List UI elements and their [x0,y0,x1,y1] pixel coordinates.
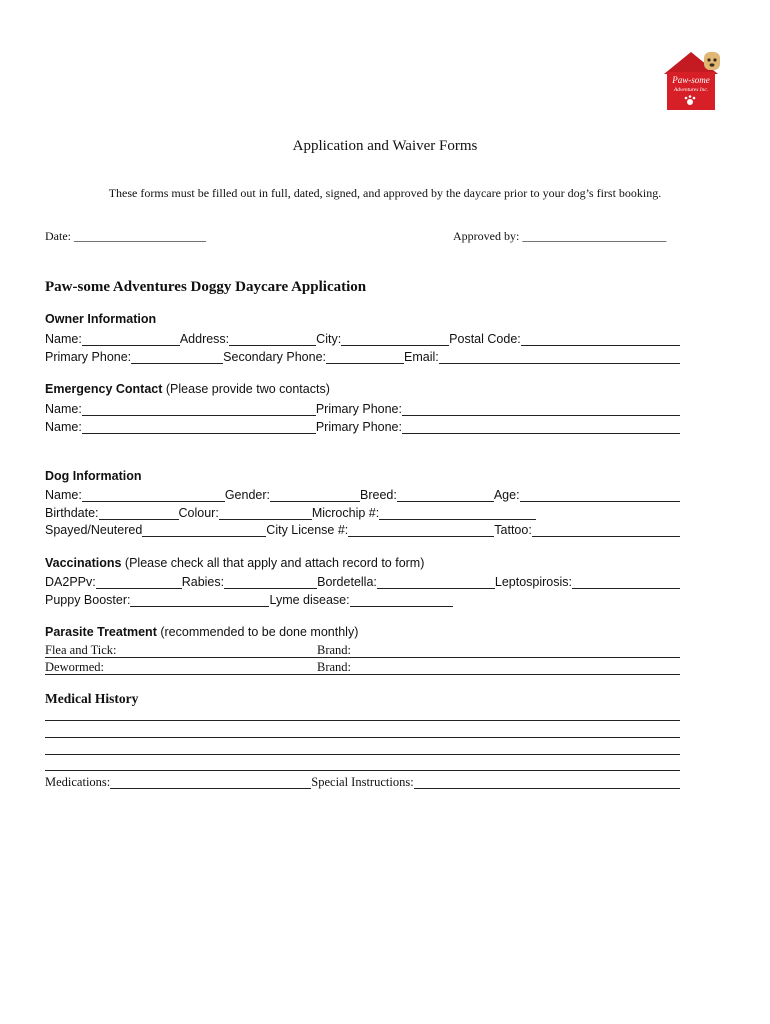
dog-row-3: Spayed/Neutered City License #: Tattoo: [45,521,680,537]
dewormed-brand-field[interactable]: Brand: [317,662,680,675]
medical-history-line-4[interactable] [45,770,680,771]
dewormed-field[interactable]: Dewormed: [45,662,317,675]
owner-city-field[interactable] [341,333,449,346]
owner-secondary-phone-field[interactable] [326,351,404,364]
special-instructions-field[interactable] [414,776,680,789]
owner-row-2: Primary Phone: Secondary Phone: Email: [45,348,680,364]
owner-row-1: Name: Address: City: Postal Code: [45,330,680,346]
medications-row: Medications: Special Instructions: [45,773,680,789]
bordetella-field[interactable] [377,576,495,589]
emergency-name-1-field[interactable] [82,403,316,416]
logo-line-2: Adventures Inc. [673,87,709,93]
dog-row-2: Birthdate: Colour: Microchip #: [45,504,680,520]
lyme-disease-field[interactable] [350,594,453,607]
leptospirosis-field[interactable] [572,576,680,589]
emergency-row-2: Name: Primary Phone: [45,418,680,434]
emergency-heading: Emergency Contact (Please provide two contacts) [45,382,330,396]
application-heading: Paw-some Adventures Doggy Daycare Application [45,279,367,295]
dog-tattoo-field[interactable] [532,524,680,537]
flea-tick-field[interactable]: Flea and Tick: [45,645,317,658]
flea-brand-field[interactable]: Brand: [317,645,680,658]
owner-email-field[interactable] [439,351,680,364]
page-title: Application and Waiver Forms [292,138,478,154]
parasite-row-1 [45,642,680,658]
house-logo-icon [660,48,722,112]
medical-history-heading: Medical History [45,691,139,706]
medical-history-line-1[interactable] [45,720,680,721]
dog-row-1: Name: Gender: Breed: Age: [45,486,680,502]
da2ppv-field[interactable] [96,576,182,589]
medical-history-line-2[interactable] [45,737,680,738]
owner-address-field[interactable] [229,333,316,346]
vaccinations-heading: Vaccinations (Please check all that apply and attach record to form) [45,556,425,570]
dog-age-field[interactable] [520,489,680,502]
logo-line-1: Paw-some [672,75,710,85]
dog-birthdate-field[interactable] [99,507,179,520]
dog-colour-field[interactable] [219,507,312,520]
owner-primary-phone-field[interactable] [131,351,223,364]
owner-name-field[interactable] [82,333,180,346]
dog-microchip-field[interactable] [379,507,536,520]
parasite-row-2 [45,659,680,675]
intro-text: These forms must be filled out in full, dated, signed, and approved by the daycare prior to your dog’s first booking. [108,186,662,200]
dog-breed-field[interactable] [397,489,494,502]
owner-postal-field[interactable] [521,333,680,346]
emergency-row-1: Name: Primary Phone: [45,400,680,416]
rabies-field[interactable] [224,576,317,589]
vaccinations-row-1: DA2PPv: Rabies: Bordetella: Leptospirosis: [45,573,680,589]
approved-by-field[interactable]: Approved by: ________________________ [453,229,667,243]
dog-name-field[interactable] [82,489,225,502]
medical-history-line-3[interactable] [45,754,680,755]
emergency-name-2-field[interactable] [82,421,316,434]
emergency-phone-2-field[interactable] [402,421,680,434]
owner-info-heading: Owner Information [45,312,157,326]
parasite-heading: Parasite Treatment (recommended to be done monthly) [45,625,359,639]
vaccinations-row-2: Puppy Booster: Lyme disease: [45,591,680,607]
puppy-booster-field[interactable] [130,594,269,607]
dog-info-heading: Dog Information [45,469,142,483]
company-logo [660,48,722,112]
dog-spayed-field[interactable] [142,524,266,537]
medications-field[interactable] [110,776,311,789]
date-field[interactable]: Date: ______________________ [45,229,206,243]
dog-gender-field[interactable] [270,489,360,502]
dog-city-license-field[interactable] [348,524,494,537]
emergency-phone-1-field[interactable] [402,403,680,416]
